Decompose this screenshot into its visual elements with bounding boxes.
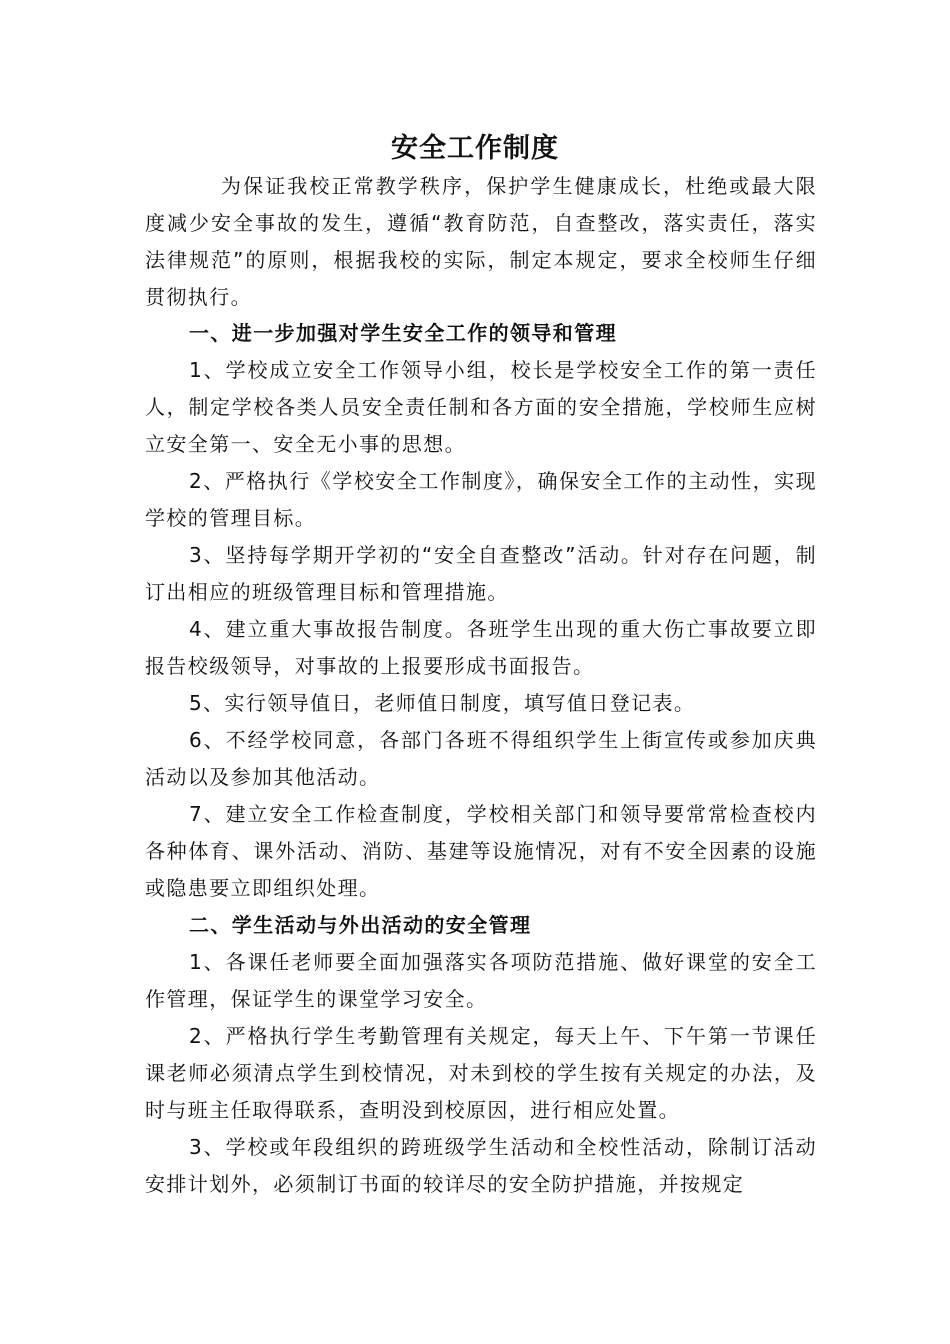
section-1-item-4: 4、建立重大事故报告制度。各班学生出现的重大伤亡事故要立即报告校级领导，对事故的上报要形成书面报告。 bbox=[145, 617, 817, 678]
section-2-item-3: 3、学校或年段组织的跨班级学生活动和全校性活动，除制订活动安排计划外，必须制订书面的较详尽的安全防护措施，并按规定 bbox=[145, 1135, 817, 1196]
section-heading-2: 二、学生活动与外出活动的安全管理 bbox=[189, 913, 532, 937]
section-1-item-7: 7、建立安全工作检查制度，学校相关部门和领导要常常检查校内各种体育、课外活动、消防、基建等设施情况，对有不安全因素的设施或隐患要立即组织处理。 bbox=[145, 802, 817, 900]
intro-paragraph: 为保证我校正常教学秩序，保护学生健康成长，杜绝或最大限度减少安全事故的发生，遵循“教育防范，自查整改，落实责任，落实法律规范”的原则，根据我校的实际，制定本规定，要求全校师生仔细贯彻执行。 bbox=[145, 174, 817, 309]
section-2-item-1: 1、各课任老师要全面加强落实各项防范措施、做好课堂的安全工作管理，保证学生的课堂学习安全。 bbox=[145, 950, 817, 1011]
section-1-item-1: 1、学校成立安全工作领导小组，校长是学校安全工作的第一责任人，制定学校各类人员安全责任制和各方面的安全措施，学校师生应树立安全第一、安全无小事的思想。 bbox=[145, 358, 817, 456]
document-title: 安全工作制度 bbox=[391, 133, 559, 164]
section-1-item-5: 5、实行领导值日，老师值日制度，填写值日登记表。 bbox=[189, 691, 696, 715]
section-heading-1: 一、进一步加强对学生安全工作的领导和管理 bbox=[189, 321, 617, 345]
section-1-item-3: 3、坚持每学期开学初的“安全自查整改”活动。针对存在问题，制订出相应的班级管理目标和管理措施。 bbox=[145, 543, 817, 604]
section-1-item-2: 2、严格执行《学校安全工作制度》，确保安全工作的主动性，实现学校的管理目标。 bbox=[145, 469, 817, 530]
section-1-item-6: 6、不经学校同意，各部门各班不得组织学生上街宣传或参加庆典活动以及参加其他活动。 bbox=[145, 728, 817, 789]
section-2-item-2: 2、严格执行学生考勤管理有关规定，每天上午、下午第一节课任课老师必须清点学生到校情况，对未到校的学生按有关规定的办法，及时与班主任取得联系，查明没到校原因，进行相应处置。 bbox=[145, 1024, 817, 1122]
